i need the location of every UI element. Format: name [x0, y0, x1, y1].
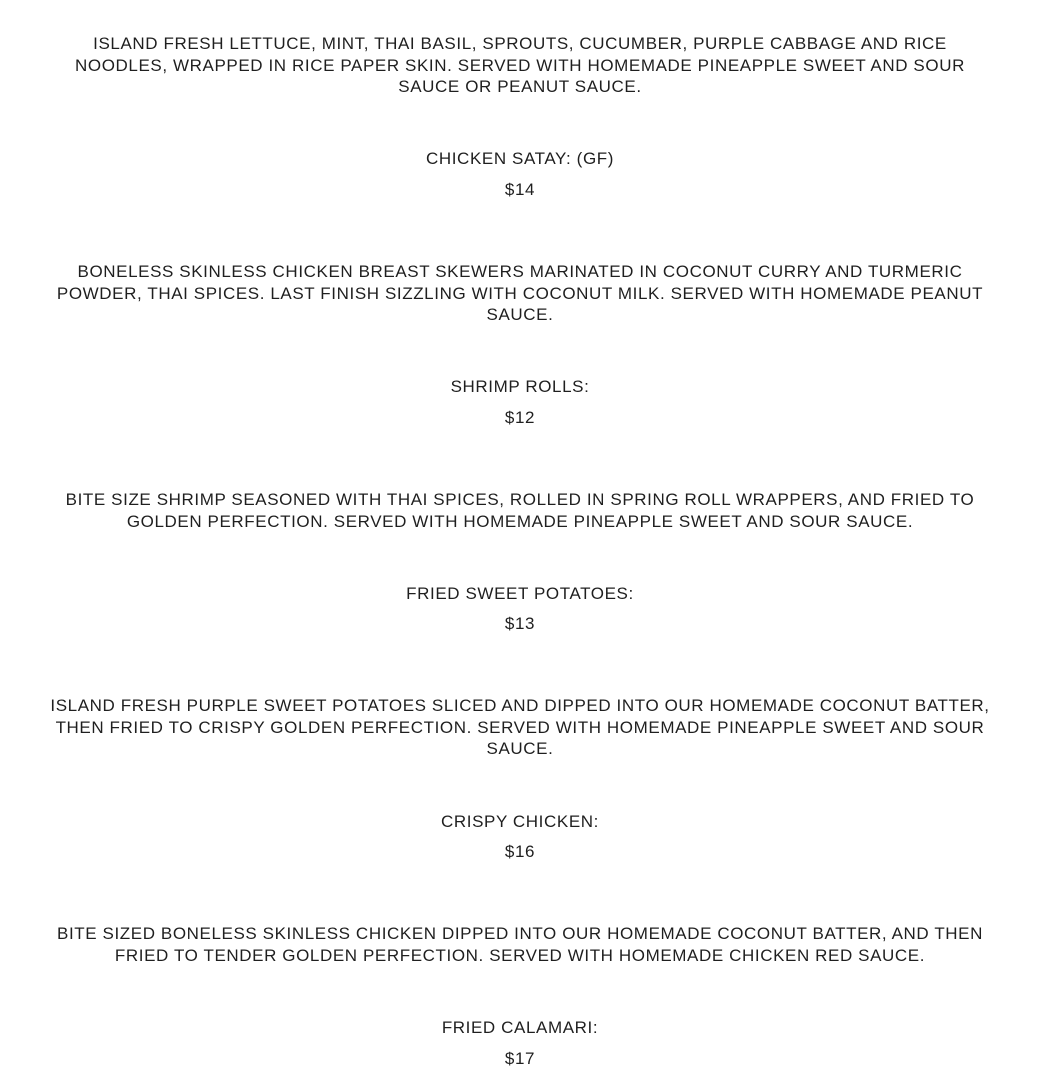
menu-item-name: CHICKEN SATAY: (GF) [425, 149, 615, 168]
menu-item-description: ISLAND FRESH LETTUCE, MINT, THAI BASIL, SPROUTS, CUCUMBER, PURPLE CABBAGE AND RICE NOODLES, WRAPPED IN RICE PAPER SKIN. SERVED WITH HOMEMADE PINEAPPLE SWEET AND SOUR SAUCE OR PEANUT SAUCE. [75, 34, 965, 96]
menu-item-name: FRIED CALAMARI: [441, 1018, 599, 1037]
menu-item-price: $13 [504, 614, 536, 633]
menu-item-price: $12 [504, 408, 536, 427]
menu-item-price: $17 [504, 1049, 536, 1068]
menu-item-price: $16 [504, 842, 536, 861]
menu-item-price: $14 [504, 180, 536, 199]
menu-item-name: FRIED SWEET POTATOES: [406, 584, 634, 603]
menu-item-description: ISLAND FRESH PURPLE SWEET POTATOES SLICED AND DIPPED INTO OUR HOMEMADE COCONUT BATTER, THEN FRIED TO CRISPY GOLDEN PERFECTION. SERVED WITH HOMEMADE PINEAPPLE SWEET AND SOUR SAUCE. [50, 696, 990, 758]
menu-item-description: BONELESS SKINLESS CHICKEN BREAST SKEWERS MARINATED IN COCONUT CURRY AND TURMERIC POWDER, THAI SPICES. LAST FINISH SIZZLING WITH COCONUT MILK. SERVED WITH HOMEMADE PEANUT SAUCE. [56, 262, 984, 324]
menu-item-name: CRISPY CHICKEN: [441, 812, 599, 831]
menu-item-name: SHRIMP ROLLS: [450, 377, 590, 396]
menu-item-description: BITE SIZE SHRIMP SEASONED WITH THAI SPICES, ROLLED IN SPRING ROLL WRAPPERS, AND FRIED TO GOLDEN PERFECTION. SERVED WITH HOMEMADE PINEAPPLE SWEET AND SOUR SAUCE. [65, 490, 975, 531]
menu-item-description: BITE SIZED BONELESS SKINLESS CHICKEN DIPPED INTO OUR HOMEMADE COCONUT BATTER, AND THEN FRIED TO TENDER GOLDEN PERFECTION. SERVED WITH HOMEMADE CHICKEN RED SAUCE. [57, 924, 983, 965]
